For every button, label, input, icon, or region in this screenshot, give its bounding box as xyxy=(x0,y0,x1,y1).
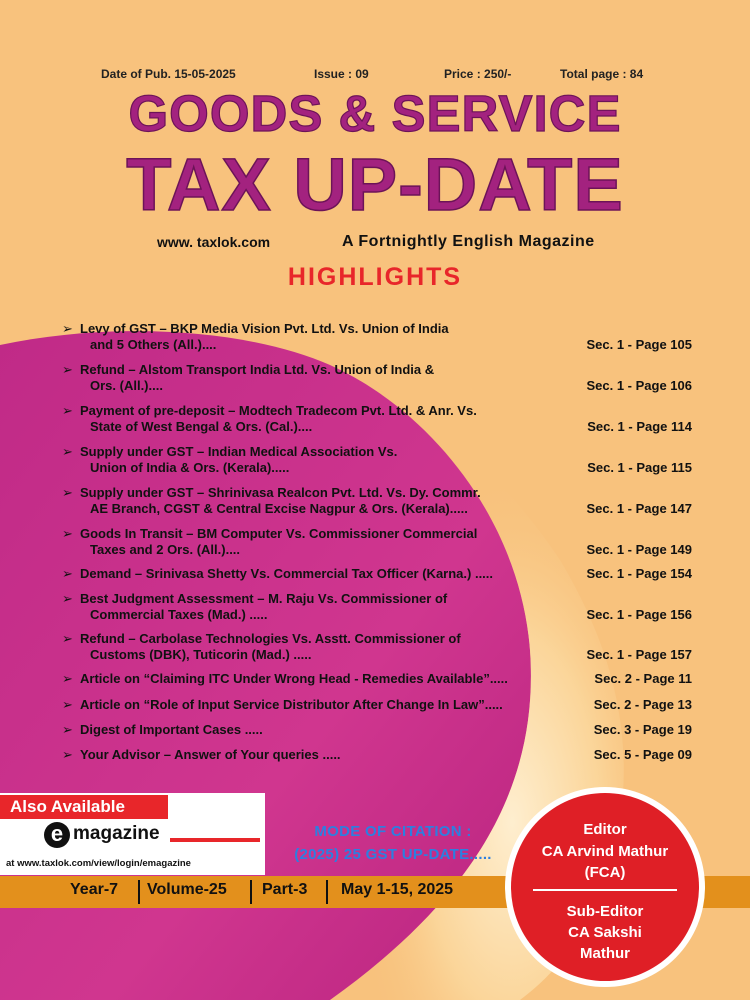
website: www. taxlok.com xyxy=(157,234,271,250)
item-title: Refund – Alstom Transport India Ltd. Vs. Union of India & xyxy=(80,362,435,377)
bullet-arrow-icon: ➢ xyxy=(62,697,73,712)
item-title: Supply under GST – Indian Medical Association Vs. xyxy=(80,444,398,459)
page-ref: Sec. 5 - Page 09 xyxy=(593,747,692,762)
item-title-cont: Taxes and 2 Ors. (All.).... xyxy=(90,542,241,557)
sub-editor-surname: Mathur xyxy=(580,945,630,962)
editor-divider xyxy=(533,889,677,891)
item-title: Your Advisor – Answer of Your queries ..... xyxy=(80,747,341,762)
bullet-arrow-icon: ➢ xyxy=(62,747,73,762)
page-ref: Sec. 2 - Page 11 xyxy=(594,671,692,686)
page-ref: Sec. 1 - Page 105 xyxy=(586,337,692,352)
page-ref: Sec. 1 - Page 114 xyxy=(587,419,692,434)
item-title: Article on “Claiming ITC Under Wrong Head - Remedies Available”..... xyxy=(80,671,508,686)
bullet-arrow-icon: ➢ xyxy=(62,526,73,541)
bullet-arrow-icon: ➢ xyxy=(62,321,73,336)
bullet-arrow-icon: ➢ xyxy=(62,671,73,686)
page-ref: Sec. 1 - Page 147 xyxy=(586,501,692,516)
item-title: Supply under GST – Shrinivasa Realcon Pvt. Ltd. Vs. Dy. Commr. xyxy=(80,485,481,500)
emagazine-underline xyxy=(170,838,260,842)
item-title: Digest of Important Cases ..... xyxy=(80,722,263,737)
total-pages: Total page : 84 xyxy=(560,67,644,81)
page-ref: Sec. 1 - Page 106 xyxy=(586,378,692,393)
item-title-cont: Customs (DBK), Tuticorin (Mad.) ..... xyxy=(90,647,312,662)
page-ref: Sec. 1 - Page 154 xyxy=(586,566,692,581)
page-ref: Sec. 1 - Page 149 xyxy=(586,542,692,557)
bullet-arrow-icon: ➢ xyxy=(62,485,73,500)
bullet-arrow-icon: ➢ xyxy=(62,403,73,418)
bullet-arrow-icon: ➢ xyxy=(62,631,73,646)
sub-editor-label: Sub-Editor xyxy=(566,903,644,920)
masthead-line-1: GOODS & SERVICE xyxy=(128,85,622,142)
item-title: Levy of GST – BKP Media Vision Pvt. Ltd. Vs. Union of India xyxy=(80,321,449,336)
item-title-cont: Union of India & Ors. (Kerala)..... xyxy=(90,460,290,475)
tagline: A Fortnightly English Magazine xyxy=(342,233,595,250)
citation-format: (2025) 25 GST UP-DATE..... xyxy=(294,846,492,863)
editor-name: CA Arvind Mathur xyxy=(541,843,669,860)
page-ref: Sec. 3 - Page 19 xyxy=(593,722,692,737)
item-title-cont: Ors. (All.).... xyxy=(90,378,163,393)
masthead-line-2: TAX UP-DATE xyxy=(126,143,624,226)
price: Price : 250/- xyxy=(444,67,512,81)
also-available-label: Also Available xyxy=(0,795,168,819)
page-ref: Sec. 2 - Page 13 xyxy=(593,697,692,712)
publication-date: Date of Pub. 15-05-2025 xyxy=(101,67,236,81)
item-title-cont: State of West Bengal & Ors. (Cal.).... xyxy=(90,419,313,434)
page-ref: Sec. 1 - Page 156 xyxy=(586,607,692,622)
highlights-heading: HIGHLIGHTS xyxy=(287,263,463,291)
editor-credential: (FCA) xyxy=(584,864,626,881)
bullet-arrow-icon: ➢ xyxy=(62,566,73,581)
editor-seal xyxy=(511,793,699,981)
item-title: Demand – Srinivasa Shetty Vs. Commercial Tax Officer (Karna.) ..... xyxy=(80,566,494,581)
editor-label: Editor xyxy=(583,821,627,838)
emagazine-word: magazine xyxy=(73,823,160,844)
emagazine-url[interactable]: at www.taxlok.com/view/login/emagazine xyxy=(6,858,191,869)
item-title-cont: and 5 Others (All.).... xyxy=(90,337,217,352)
item-title: Payment of pre-deposit – Modtech Tradecom Pvt. Ltd. & Anr. Vs. xyxy=(80,403,477,418)
item-title: Best Judgment Assessment – M. Raju Vs. Commissioner of xyxy=(80,591,448,606)
issue-number: Issue : 09 xyxy=(314,67,369,81)
page-ref: Sec. 1 - Page 115 xyxy=(587,460,692,475)
bullet-arrow-icon: ➢ xyxy=(62,444,73,459)
band-divider xyxy=(250,880,252,904)
bullet-arrow-icon: ➢ xyxy=(62,362,73,377)
item-title: Goods In Transit – BM Computer Vs. Commissioner Commercial xyxy=(80,526,478,541)
item-title-cont: Commercial Taxes (Mad.) ..... xyxy=(90,607,268,622)
e-logo-icon: e xyxy=(44,822,70,848)
bullet-arrow-icon: ➢ xyxy=(62,591,73,606)
band-part: Part-3 xyxy=(262,881,308,898)
page-ref: Sec. 1 - Page 157 xyxy=(586,647,692,662)
band-divider xyxy=(326,880,328,904)
citation-label: MODE OF CITATION : xyxy=(314,823,472,840)
sub-editor-name: CA Sakshi xyxy=(568,924,642,941)
item-title-cont: AE Branch, CGST & Central Excise Nagpur & Ors. (Kerala)..... xyxy=(90,501,468,516)
band-volume: Volume-25 xyxy=(147,881,227,898)
bullet-arrow-icon: ➢ xyxy=(62,722,73,737)
item-title: Refund – Carbolase Technologies Vs. Asstt. Commissioner of xyxy=(80,631,461,646)
band-year: Year-7 xyxy=(70,881,119,898)
item-title: Article on “Role of Input Service Distributor After Change In Law”..... xyxy=(80,697,503,712)
band-divider xyxy=(138,880,140,904)
band-date: May 1-15, 2025 xyxy=(341,881,454,898)
